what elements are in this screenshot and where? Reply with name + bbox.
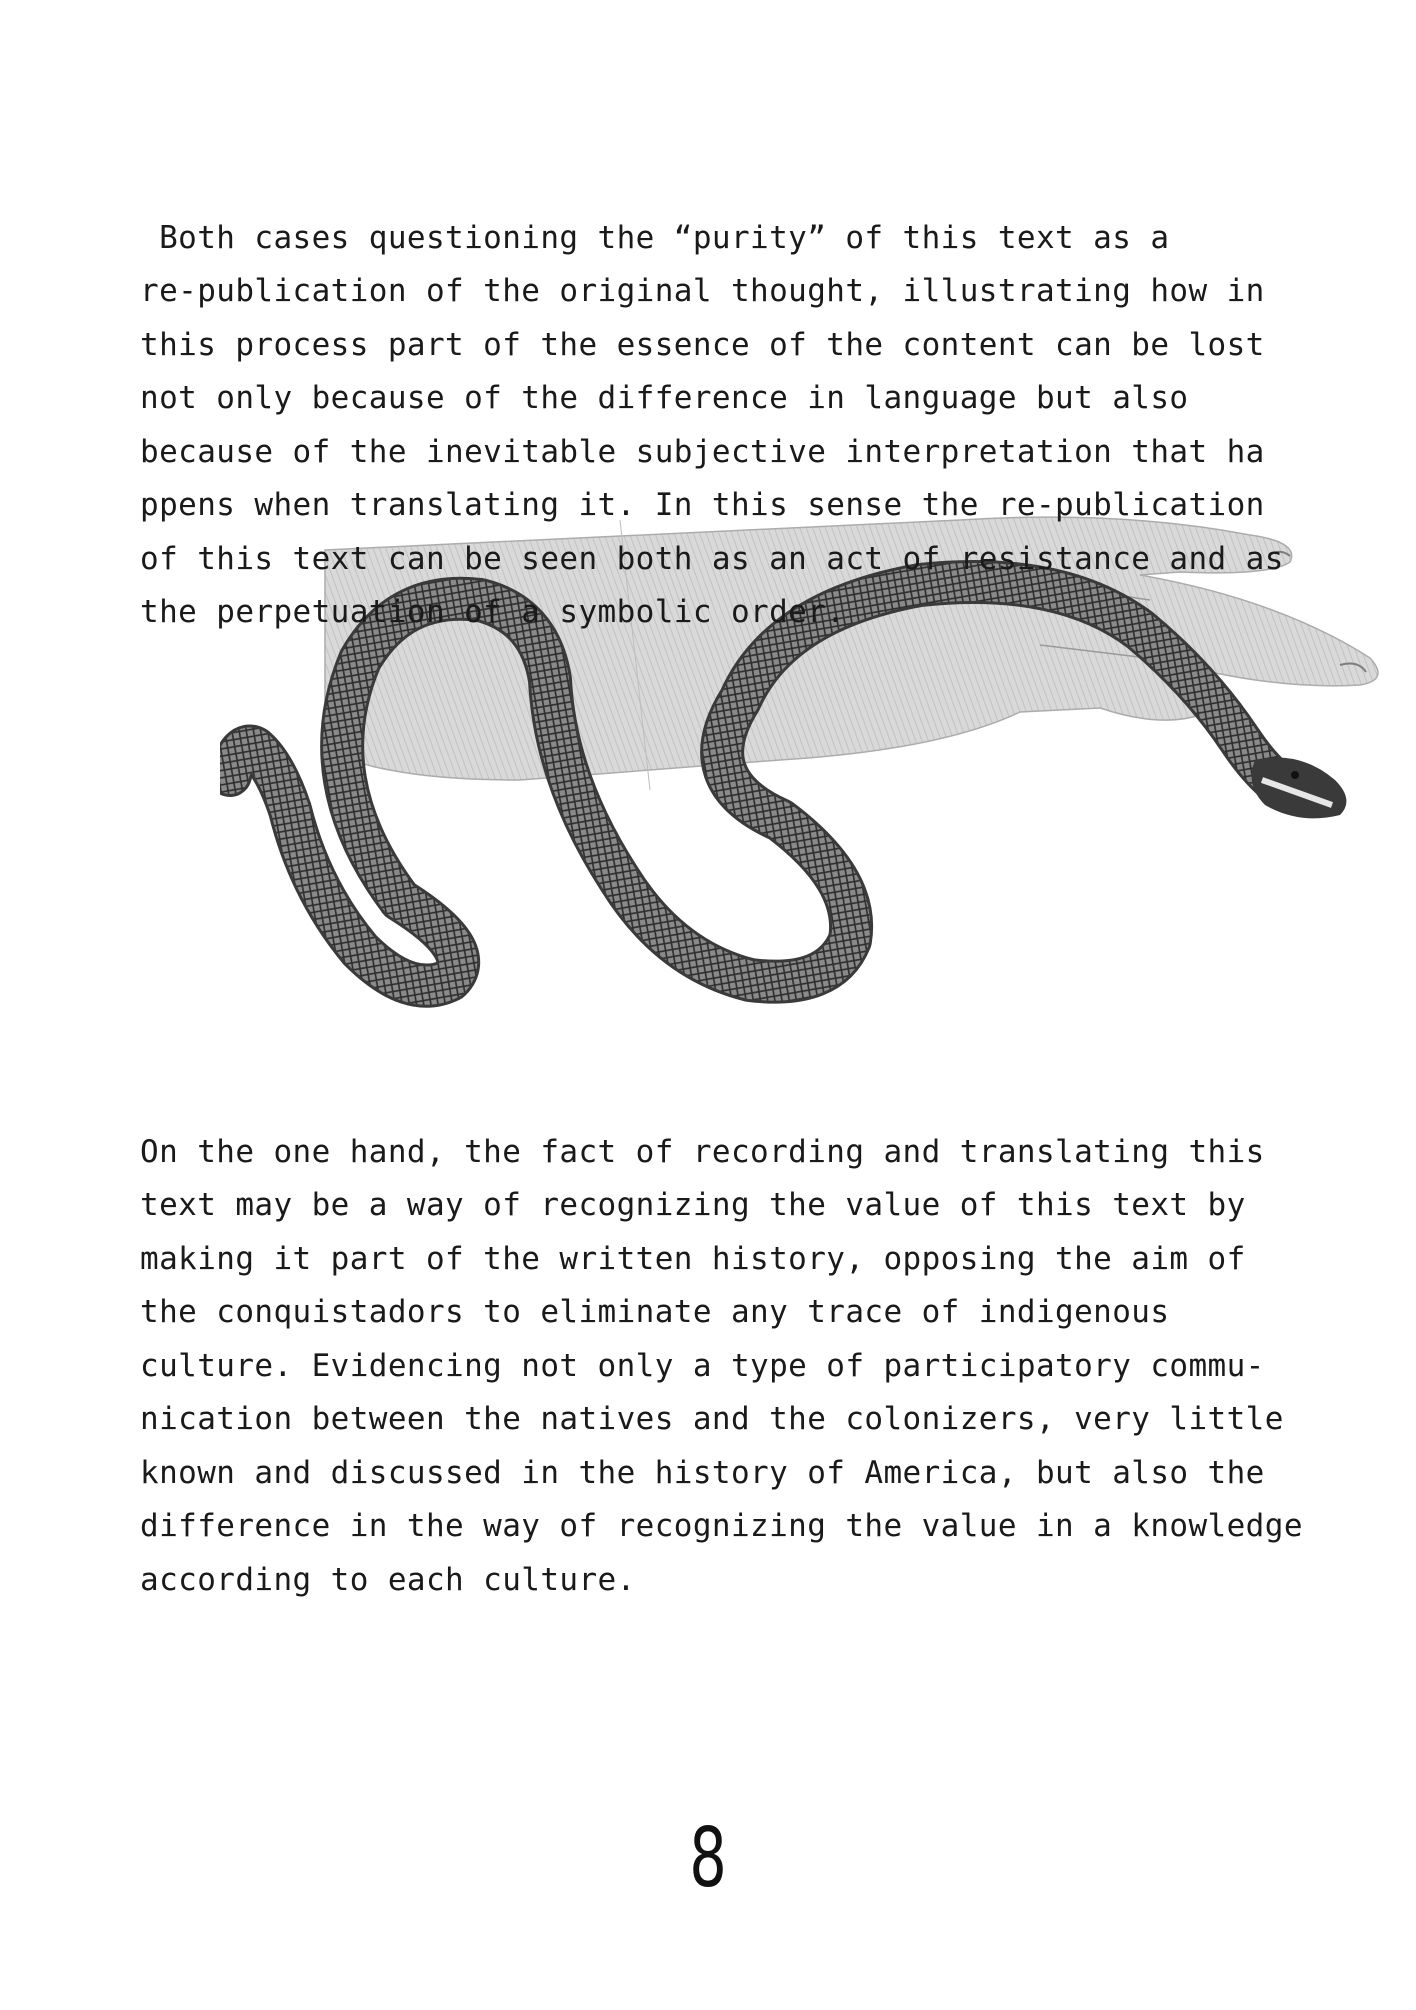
paragraph-line: the conquistadors to eliminate any trace of indigenous [140, 1294, 1170, 1330]
paragraph-line: re-publication of the original thought, illustrating how in [140, 273, 1265, 309]
paragraph-line: nication between the natives and the colonizers, very little [140, 1401, 1284, 1437]
paragraph-line: On the one hand, the fact of recording and translating this [140, 1133, 1265, 1170]
paragraph-line: of this text can be seen both as an act of resistance and as [140, 540, 1284, 577]
paragraph-line: culture. Evidencing not only a type of participatory commu- [140, 1347, 1265, 1384]
paragraph-line: the perpetuation of a symbolic order. [140, 594, 846, 630]
paragraph-line: because of the inevitable subjective interpretation that ha [140, 433, 1265, 470]
paragraph-line: known and discussed in the history of America, but also the [140, 1454, 1265, 1491]
paragraph-line: ppens when translating it. In this sense the re-publication [140, 487, 1265, 523]
paragraph-2 [140, 1072, 1303, 1607]
paragraph-1 [140, 158, 1300, 640]
paragraph-line: according to each culture. [140, 1561, 636, 1598]
paragraph-line: Both cases questioning the “purity” of this text as a [140, 219, 1170, 256]
paragraph-line: making it part of the written history, opposing the aim of [140, 1240, 1246, 1277]
page-number: 8 [689, 1811, 727, 1906]
paragraph-line: text may be a way of recognizing the value of this text by [140, 1187, 1246, 1223]
paragraph-line: not only because of the difference in language but also [140, 380, 1189, 416]
paragraph-line: this process part of the essence of the content can be lost [140, 326, 1265, 363]
paragraph-line: difference in the way of recognizing the value in a knowledge [140, 1508, 1303, 1544]
snake-drawing [230, 582, 1346, 986]
